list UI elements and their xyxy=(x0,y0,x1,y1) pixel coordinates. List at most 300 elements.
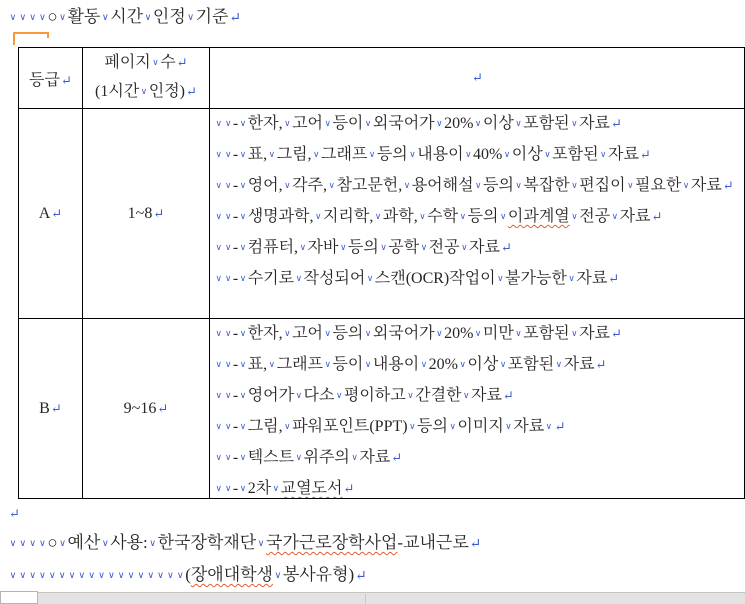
criteria-line[interactable] xyxy=(214,140,740,171)
paragraph-mark-icon: ↵ xyxy=(355,569,367,584)
text-run: 등의 xyxy=(417,418,448,435)
space-mark-icon: ∨ xyxy=(351,452,358,462)
text-run: 내용이 xyxy=(372,356,420,373)
space-mark-icon: ∨ xyxy=(239,452,247,462)
space-mark-icon: ∨ xyxy=(313,149,320,159)
space-mark-icon: ∨ xyxy=(224,180,232,190)
space-mark-icon: ∨ xyxy=(436,118,443,128)
space-mark-icon: ∨ xyxy=(284,328,291,338)
text-run: 위주의 xyxy=(303,449,350,466)
space-mark-icon: ∨ xyxy=(555,359,563,369)
space-mark-icon: ∨ xyxy=(239,390,247,400)
text-run: 영어, xyxy=(247,177,283,194)
space-mark-icon: ∨ xyxy=(167,571,174,581)
text-run: - xyxy=(232,208,239,225)
space-mark-icon: ∨ xyxy=(571,118,578,128)
paragraph-mark-icon: ↵ xyxy=(611,116,622,131)
space-mark-icon: ∨ xyxy=(339,242,347,252)
space-mark-icon: ∨ xyxy=(420,359,428,369)
text-run: 파워포인트(PPT) xyxy=(292,418,408,435)
pages-value xyxy=(128,205,165,223)
space-mark-icon: ∨ xyxy=(29,539,37,549)
pages-cell-b[interactable] xyxy=(82,318,209,498)
text-run: 자료 xyxy=(579,325,610,342)
grade-cell-a[interactable] xyxy=(19,108,82,318)
space-mark-icon: ∨ xyxy=(239,180,247,190)
scrollbar-left-box[interactable] xyxy=(0,591,38,604)
space-mark-icon: ∨ xyxy=(88,571,96,581)
space-mark-icon: ∨ xyxy=(224,149,232,159)
paragraph-mark-icon: ↵ xyxy=(391,450,403,465)
text-run: 사용: xyxy=(110,533,148,552)
horizontal-scrollbar[interactable] xyxy=(0,592,745,604)
paragraph-mark-icon: ↵ xyxy=(651,209,663,224)
text-run: 전공 xyxy=(428,239,460,256)
space-mark-icon: ∨ xyxy=(98,571,105,581)
space-mark-icon: ∨ xyxy=(324,328,331,338)
text-run: 참고문헌, xyxy=(336,177,403,194)
text-run: 편집이 xyxy=(579,177,626,194)
text-run: B xyxy=(39,399,50,417)
space-mark-icon: ∨ xyxy=(568,273,575,283)
space-mark-icon: ∨ xyxy=(239,211,247,221)
space-mark-icon: ∨ xyxy=(503,149,511,159)
space-mark-icon: ∨ xyxy=(224,421,232,431)
text-run: - xyxy=(232,146,239,163)
space-mark-icon: ∨ xyxy=(295,452,303,462)
header-pages-cell[interactable] xyxy=(82,48,209,108)
space-mark-icon: ∨ xyxy=(324,118,331,128)
space-mark-icon: ∨ xyxy=(215,118,222,128)
text-run: 간결한 xyxy=(415,387,462,404)
volunteer-type-paragraph[interactable] xyxy=(8,560,367,593)
text-run: 표, xyxy=(247,356,268,373)
grade-label xyxy=(39,205,63,223)
text-run: 자료 xyxy=(579,115,610,132)
space-mark-icon: ∨ xyxy=(239,149,247,159)
text-run: 이상 xyxy=(482,115,514,132)
criteria-line[interactable] xyxy=(214,350,740,381)
space-mark-icon: ∨ xyxy=(176,571,184,581)
text-run: 작성되어 xyxy=(303,270,366,287)
text-run: 인정 xyxy=(152,7,186,26)
space-mark-icon: ∨ xyxy=(600,149,607,159)
text-run: 기준 xyxy=(195,7,229,26)
text-run: 자료 xyxy=(471,387,502,404)
text-run: 자료 xyxy=(576,270,608,287)
text-run: 영어가 xyxy=(247,387,295,404)
text-run: 평이하고 xyxy=(343,387,406,404)
space-mark-icon: ∨ xyxy=(374,211,382,221)
paragraph-mark-icon: ↵ xyxy=(9,506,20,521)
header-criteria-label xyxy=(471,69,483,87)
header-pages-label-line1 xyxy=(104,49,187,78)
text-run: 이미지 xyxy=(457,418,504,435)
space-mark-icon: ∨ xyxy=(239,242,247,252)
space-mark-icon: ∨ xyxy=(364,118,372,128)
text-run: 등의 xyxy=(483,177,514,194)
text-run: 자바 xyxy=(307,239,339,256)
space-mark-icon: ∨ xyxy=(215,149,222,159)
space-mark-icon: ∨ xyxy=(461,242,468,252)
criteria-table xyxy=(18,47,745,499)
text-run: 등의 xyxy=(376,146,408,163)
budget-paragraph[interactable] xyxy=(8,528,481,561)
space-mark-icon: ∨ xyxy=(140,86,148,96)
text-run: 각주, xyxy=(292,177,327,194)
space-mark-icon: ∨ xyxy=(274,571,282,581)
criteria-line[interactable] xyxy=(214,264,740,295)
text-run: 다소 xyxy=(303,387,335,404)
text-run: 한자, xyxy=(247,115,283,132)
space-mark-icon: ∨ xyxy=(682,180,690,190)
text-run: - xyxy=(232,480,239,497)
paragraph-mark-icon: ↵ xyxy=(153,205,165,221)
criteria-line[interactable] xyxy=(214,412,740,443)
text-run: A xyxy=(38,204,51,222)
text-run: 1~8 xyxy=(127,204,153,222)
criteria-line[interactable] xyxy=(214,381,740,412)
space-mark-icon: ∨ xyxy=(215,390,222,400)
space-mark-icon: ∨ xyxy=(515,118,522,128)
grade-label xyxy=(39,400,62,418)
space-mark-icon: ∨ xyxy=(239,328,247,338)
space-mark-icon: ∨ xyxy=(215,273,222,283)
space-mark-icon: ∨ xyxy=(419,211,426,221)
misspelled-text: 장애대학생 xyxy=(190,565,273,584)
space-mark-icon: ∨ xyxy=(224,273,232,283)
space-mark-icon: ∨ xyxy=(409,149,416,159)
text-run: 한국장학재단 xyxy=(157,533,257,552)
empty-paragraph[interactable] xyxy=(8,501,20,527)
text-run: - xyxy=(232,449,239,466)
space-mark-icon: ∨ xyxy=(368,149,376,159)
space-mark-icon: ∨ xyxy=(499,359,507,369)
space-mark-icon: ∨ xyxy=(58,571,66,581)
text-run: 20% xyxy=(428,356,458,373)
space-mark-icon: ∨ xyxy=(403,180,411,190)
space-mark-icon: ∨ xyxy=(239,118,247,128)
pages-cell-a[interactable] xyxy=(82,108,209,318)
paragraph-mark-icon: ↵ xyxy=(229,11,242,26)
space-mark-icon: ∨ xyxy=(147,571,155,581)
space-mark-icon: ∨ xyxy=(474,328,482,338)
text-run: 수 xyxy=(160,54,176,71)
text-run: 그림, xyxy=(276,146,312,163)
text-run: 생명과학, xyxy=(247,208,314,225)
heading-activity-time-criteria[interactable] xyxy=(8,4,241,33)
space-mark-icon: ∨ xyxy=(9,539,17,549)
space-mark-icon: ∨ xyxy=(144,13,152,23)
criteria-line[interactable] xyxy=(214,109,740,140)
text-run: - xyxy=(232,270,239,287)
criteria-line[interactable] xyxy=(214,443,740,474)
text-run: 스캔(OCR)작업이 xyxy=(374,270,496,287)
space-mark-icon: ∨ xyxy=(224,483,232,493)
space-mark-icon: ∨ xyxy=(149,539,157,549)
space-mark-icon: ∨ xyxy=(157,571,164,581)
text-run: 그래프 xyxy=(320,146,368,163)
text-run: 등급 xyxy=(29,71,60,89)
text-run: 이상 xyxy=(467,356,499,373)
text-run: 공학 xyxy=(388,239,420,256)
space-mark-icon: ∨ xyxy=(611,211,619,221)
paragraph-mark-icon: ↵ xyxy=(608,271,620,286)
criteria-line[interactable] xyxy=(214,202,740,233)
bookmark-bracket-icon xyxy=(13,32,49,45)
paragraph-mark-icon: ↵ xyxy=(554,419,566,434)
text-run: 외국어가 xyxy=(372,115,435,132)
text-run: 인정) xyxy=(148,83,185,100)
space-mark-icon: ∨ xyxy=(39,13,46,23)
text-run: 20% xyxy=(444,115,474,132)
space-mark-icon: ∨ xyxy=(19,539,27,549)
space-mark-icon: ∨ xyxy=(39,539,46,549)
paragraph-mark-icon: ↵ xyxy=(469,537,482,552)
text-run: 포함된 xyxy=(552,146,599,163)
space-mark-icon: ∨ xyxy=(224,211,232,221)
criteria-line[interactable] xyxy=(214,474,740,498)
paragraph-mark-icon: ↵ xyxy=(502,388,514,403)
paragraph-mark-icon: ↵ xyxy=(722,178,734,193)
space-mark-icon: ∨ xyxy=(268,359,276,369)
space-mark-icon: ∨ xyxy=(19,13,27,23)
space-mark-icon: ∨ xyxy=(107,571,115,581)
text-run: 등의 xyxy=(332,325,364,342)
paragraph-mark-icon: ↵ xyxy=(500,240,512,255)
text-run: 자료 xyxy=(608,146,639,163)
text-run: 표, xyxy=(247,146,268,163)
text-run: 봉사유형) xyxy=(282,565,355,584)
space-mark-icon: ∨ xyxy=(366,273,374,283)
text-run: 시간 xyxy=(110,7,144,26)
text-run: - xyxy=(232,356,239,373)
paragraph-mark-icon: ↵ xyxy=(60,72,72,88)
space-mark-icon: ∨ xyxy=(39,571,46,581)
space-mark-icon: ∨ xyxy=(324,359,331,369)
space-mark-icon: ∨ xyxy=(364,328,372,338)
text-run: - xyxy=(232,418,239,435)
header-criteria-cell[interactable] xyxy=(209,48,744,108)
space-mark-icon: ∨ xyxy=(224,452,232,462)
space-mark-icon: ∨ xyxy=(497,273,504,283)
text-run: 수기로 xyxy=(247,270,295,287)
text-run: - xyxy=(232,115,239,132)
space-mark-icon: ∨ xyxy=(187,13,195,23)
space-mark-icon: ∨ xyxy=(499,211,507,221)
space-mark-icon: ∨ xyxy=(571,211,578,221)
space-mark-icon: ∨ xyxy=(335,390,343,400)
space-mark-icon: ∨ xyxy=(215,242,222,252)
space-mark-icon: ∨ xyxy=(315,211,322,221)
space-mark-icon: ∨ xyxy=(59,13,66,23)
space-mark-icon: ∨ xyxy=(420,242,428,252)
paragraph-mark-icon: ↵ xyxy=(50,400,62,416)
misspelled-text: 이과계열 xyxy=(507,208,570,225)
text-run: 포함된 xyxy=(507,356,555,373)
text-run: 예산 xyxy=(67,533,101,552)
text-run: - xyxy=(232,177,239,194)
space-mark-icon: ∨ xyxy=(409,421,416,431)
header-pages-label-line2 xyxy=(95,78,197,107)
space-mark-icon: ∨ xyxy=(475,180,482,190)
text-run: 자료 xyxy=(619,208,651,225)
space-mark-icon: ∨ xyxy=(407,390,414,400)
misspelled-text: 교열도서 xyxy=(280,480,343,497)
space-mark-icon: ∨ xyxy=(152,57,159,67)
criteria-line[interactable] xyxy=(214,171,740,202)
space-mark-icon: ∨ xyxy=(459,211,467,221)
text-run: ○ xyxy=(47,7,58,26)
text-run: 9~16 xyxy=(123,399,157,417)
criteria-cell-a[interactable] xyxy=(209,108,744,318)
space-mark-icon: ∨ xyxy=(515,180,522,190)
space-mark-icon: ∨ xyxy=(627,180,634,190)
paragraph-mark-icon: ↵ xyxy=(157,400,169,416)
space-mark-icon: ∨ xyxy=(380,242,387,252)
criteria-cell-b[interactable] xyxy=(209,318,744,498)
criteria-line[interactable] xyxy=(214,233,740,264)
space-mark-icon: ∨ xyxy=(215,328,222,338)
text-run: 미만 xyxy=(482,325,514,342)
space-mark-icon: ∨ xyxy=(224,118,232,128)
space-mark-icon: ∨ xyxy=(474,118,482,128)
text-run: 복잡한 xyxy=(523,177,570,194)
space-mark-icon: ∨ xyxy=(29,571,37,581)
space-mark-icon: ∨ xyxy=(272,483,280,493)
text-run: 필요한 xyxy=(635,177,682,194)
text-run: 이상 xyxy=(511,146,543,163)
space-mark-icon: ∨ xyxy=(78,571,86,581)
text-run: (1시간 xyxy=(95,83,140,100)
text-run: 지리학, xyxy=(322,208,374,225)
space-mark-icon: ∨ xyxy=(59,539,66,549)
paragraph-mark-icon: ↵ xyxy=(343,481,355,496)
space-mark-icon: ∨ xyxy=(224,359,232,369)
space-mark-icon: ∨ xyxy=(544,149,551,159)
space-mark-icon: ∨ xyxy=(9,13,17,23)
space-mark-icon: ∨ xyxy=(571,180,578,190)
space-mark-icon: ∨ xyxy=(284,118,291,128)
criteria-line[interactable] xyxy=(214,319,740,350)
space-mark-icon: ∨ xyxy=(515,328,522,338)
paragraph-mark-icon: ↵ xyxy=(639,147,651,162)
text-run: - xyxy=(232,239,239,256)
text-run: 등의 xyxy=(467,208,499,225)
text-run: 20% xyxy=(444,325,474,342)
space-mark-icon: ∨ xyxy=(284,421,291,431)
space-mark-icon: ∨ xyxy=(239,421,247,431)
space-mark-icon: ∨ xyxy=(137,571,145,581)
paragraph-mark-icon: ↵ xyxy=(176,55,188,70)
text-run: 과학, xyxy=(382,208,418,225)
paragraph-mark-icon: ↵ xyxy=(185,84,197,99)
text-run: - xyxy=(232,325,239,342)
text-run: 컴퓨터, xyxy=(247,239,299,256)
space-mark-icon: ∨ xyxy=(299,242,307,252)
text-run: 그래프 xyxy=(276,356,323,373)
pages-value xyxy=(124,400,169,418)
text-run: ○ xyxy=(47,533,58,552)
space-mark-icon: ∨ xyxy=(48,571,56,581)
space-mark-icon: ∨ xyxy=(19,571,27,581)
space-mark-icon: ∨ xyxy=(215,421,222,431)
space-mark-icon: ∨ xyxy=(101,539,109,549)
paragraph-mark-icon: ↵ xyxy=(472,70,483,85)
text-run: 2차 xyxy=(247,480,272,497)
space-mark-icon: ∨ xyxy=(239,273,247,283)
text-run: 수학 xyxy=(427,208,459,225)
space-mark-icon: ∨ xyxy=(571,328,578,338)
space-mark-icon: ∨ xyxy=(239,483,247,493)
text-run: 텍스트 xyxy=(247,449,295,466)
space-mark-icon: ∨ xyxy=(505,421,512,431)
space-mark-icon: ∨ xyxy=(295,273,303,283)
space-mark-icon: ∨ xyxy=(68,571,76,581)
text-run: 외국어가 xyxy=(372,325,435,342)
space-mark-icon: ∨ xyxy=(127,571,135,581)
text-run: 고어 xyxy=(292,115,323,132)
text-run: 그림, xyxy=(247,418,283,435)
text-run: 활동 xyxy=(67,7,101,26)
space-mark-icon: ∨ xyxy=(215,359,222,369)
space-mark-icon: ∨ xyxy=(268,149,276,159)
space-mark-icon: ∨ xyxy=(364,359,372,369)
space-mark-icon: ∨ xyxy=(449,421,456,431)
misspelled-text: 국가근로장학사업 xyxy=(266,533,398,552)
space-mark-icon: ∨ xyxy=(295,390,303,400)
text-run: 등의 xyxy=(347,239,379,256)
scrollbar-divider xyxy=(365,594,366,604)
text-run: 자료 xyxy=(513,418,545,435)
text-run: ( xyxy=(185,565,191,584)
space-mark-icon: ∨ xyxy=(465,149,472,159)
text-run: 40% xyxy=(473,146,503,163)
space-mark-icon: ∨ xyxy=(215,452,222,462)
space-mark-icon: ∨ xyxy=(224,328,232,338)
paragraph-mark-icon: ↵ xyxy=(611,326,622,341)
text-run: 등이 xyxy=(332,356,364,373)
space-mark-icon: ∨ xyxy=(9,571,17,581)
text-run: 내용이 xyxy=(417,146,464,163)
grade-cell-b[interactable] xyxy=(19,318,82,498)
text-run: 자료 xyxy=(469,239,500,256)
space-mark-icon: ∨ xyxy=(284,180,291,190)
paragraph-mark-icon: ↵ xyxy=(595,357,607,372)
space-mark-icon: ∨ xyxy=(257,539,265,549)
text-run: 페이지 xyxy=(104,54,151,71)
space-mark-icon: ∨ xyxy=(101,13,109,23)
space-mark-icon: ∨ xyxy=(239,359,247,369)
text-run: 자료 xyxy=(359,449,391,466)
space-mark-icon: ∨ xyxy=(117,571,125,581)
space-mark-icon: ∨ xyxy=(459,359,466,369)
space-mark-icon: ∨ xyxy=(224,242,232,252)
text-run: -교내근로 xyxy=(397,533,469,552)
text-run: 포함된 xyxy=(523,115,570,132)
text-run: 전공 xyxy=(579,208,611,225)
text-run: 한자, xyxy=(247,325,283,342)
space-mark-icon: ∨ xyxy=(463,390,470,400)
text-run: 불가능한 xyxy=(505,270,567,287)
text-run: 자료 xyxy=(690,177,722,194)
space-mark-icon: ∨ xyxy=(215,211,222,221)
text-run: 등이 xyxy=(332,115,364,132)
header-grade-cell[interactable] xyxy=(19,48,82,108)
text-run: 포함된 xyxy=(523,325,570,342)
text-run: 자료 xyxy=(563,356,595,373)
space-mark-icon: ∨ xyxy=(215,483,222,493)
